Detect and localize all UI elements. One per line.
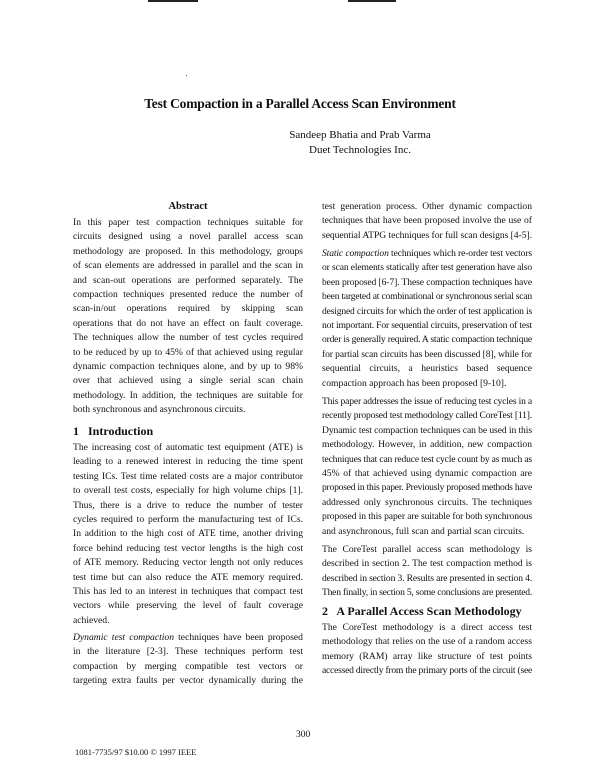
text-line: memory (RAM) array like structure of test points (322, 650, 532, 662)
page-number: 300 (296, 730, 311, 740)
text-line: recently proposed test methodology called CoreTest [11]. (322, 410, 532, 422)
text-line: compaction by merging compatible test vectors or (73, 660, 303, 672)
intro-paragraph-2 (73, 631, 303, 689)
text-line: The techniques allow the number of test cycles required (73, 332, 303, 344)
text-line: described in section 3. Results are presented in section 4. (322, 572, 532, 584)
text-line: accessed directly from the primary ports of the circuit (see (322, 665, 532, 677)
text-line: sequential circuits, a heuristics based sequence (322, 363, 532, 375)
section-2-heading: 2 A Parallel Access Scan Methodology (322, 604, 522, 618)
text-line: for partial scan circuits has been discussed [8], while for (322, 348, 532, 360)
top-rule-left (148, 0, 198, 2)
text-line: dynamic compaction techniques alone, and by up to 98% (73, 360, 303, 372)
text-line: In addition to the high cost of ATE time, another driving (73, 528, 303, 540)
abstract-heading: Abstract (168, 201, 208, 212)
text-line: The CoreTest parallel access scan methodology is (322, 544, 532, 555)
text-line: over that achieved using a single serial scan chain (73, 375, 303, 387)
text-line: described in section 2. The test compaction method is (322, 558, 532, 570)
intro-paragraph-3 (322, 247, 532, 391)
text-line: leading to a renewed interest in reducing the time spent (73, 456, 303, 468)
text-line: operations that do not have an effect on fault coverage. (73, 317, 303, 329)
text-line: compaction approach has been proposed [9-10]. (322, 377, 507, 389)
text-line (73, 631, 303, 645)
text-line: This paper addresses the issue of reducing test cycles in a (322, 396, 532, 407)
text-line: of scan elements are addressed in parallel and the scan in (73, 260, 303, 272)
text-line: designed circuits for which the order of test application is (322, 305, 532, 317)
text-line: been proposed [6-7]. These compaction techniques have (322, 276, 532, 288)
speck (186, 75, 187, 76)
text-line: 45% of that achieved using dynamic compaction are (322, 467, 532, 479)
text-line: testing ICs. Test time related costs are a major contributor (73, 470, 303, 482)
text-line: achieved. (73, 614, 110, 626)
text-line: methodology that relies on the use of a random access (322, 636, 532, 648)
intro-paragraph-2-continued (322, 200, 532, 243)
text-line-rest: techniques have been proposed (174, 632, 303, 643)
text-line: test time but can also reduce the ATE memory required. (73, 571, 303, 583)
paper-authors: Sandeep Bhatia and Prab Varma (289, 129, 431, 141)
text-line: both synchronous and asynchronous circuits. (73, 404, 246, 416)
text-line: The increasing cost of automatic test equipment (ATE) is (73, 442, 303, 453)
text-line: The CoreTest methodology is a direct access test (322, 622, 532, 633)
text-line: proposed in this paper. Previously proposed methods have (322, 482, 532, 494)
text-line: targeting extra faults per vector dynamically during the (73, 675, 303, 687)
text-line: and asynchronous, full scan and partial scan circuits. (322, 525, 525, 537)
text-line: or scan elements statically after test generation have also (322, 262, 532, 274)
text-line (322, 247, 532, 261)
text-line: force behind reducing test vector lengths is the high cost (73, 542, 303, 554)
paper-title: Test Compaction in a Parallel Access Scan Environment (144, 96, 456, 111)
text-line: techniques that can reduce test cycle count by as much as (322, 453, 532, 465)
text-line: cycles required to perform the manufacturing test of ICs. (73, 513, 303, 525)
text-line: in the literature [2-3]. These techniques perform test (73, 646, 303, 658)
text-line: order is generally required. A static compaction technique (322, 334, 532, 346)
text-line: scan-in/out operations required by skipping scan (73, 303, 303, 315)
section-2-paragraph-1 (322, 621, 532, 679)
text-line: of ATE memory. Reducing vector length not only reduces (73, 557, 303, 569)
intro-paragraph-5 (322, 543, 532, 601)
text-line: addressed only synchronous circuits. The techniques (322, 496, 532, 508)
text-line: and scan-out operations are performed separately. The (73, 274, 303, 286)
intro-paragraph-4 (322, 395, 532, 539)
text-line: to be reduced by up to 45% of that achieved using regular (73, 346, 303, 358)
text-line: methodology. In addition, the techniques are suitable for (73, 389, 303, 401)
text-line: been targeted at combinational or synchronous serial scan (322, 291, 532, 303)
text-line: circuits designed using a novel parallel access scan (73, 231, 303, 243)
text-line-rest: techniques which re-order test vectors (388, 248, 532, 259)
text-line: In this paper test compaction techniques suitable for (73, 217, 303, 228)
section-1-heading: 1 Introduction (73, 424, 154, 438)
text-line: Thus, there is a drive to reduce the number of tester (73, 499, 303, 511)
italic-term: Static compaction (322, 248, 389, 259)
text-line: This has led to an interest in techniques that compact test (73, 585, 303, 597)
intro-paragraph-1 (73, 441, 303, 628)
text-line: sequential ATPG techniques for full scan designs [4-5]. (322, 229, 532, 241)
italic-term: Dynamic test compaction (73, 632, 174, 643)
text-line: test generation process. Other dynamic compaction (322, 201, 532, 212)
text-line: Dynamic test compaction techniques can be used in this (322, 424, 532, 436)
text-line: Then finally, in section 5, some conclusions are presented. (322, 587, 532, 599)
top-rule-right (348, 0, 396, 2)
text-line: not important. For sequential circuits, preservation of test (322, 319, 532, 331)
text-line: techniques that have been proposed involve the use of (322, 215, 532, 227)
copyright-footer: 1081-7735/97 $10.00 © 1997 IEEE (75, 747, 197, 757)
text-line: methodology are proposed. In this methodology, groups (73, 245, 303, 257)
paper-affiliation: Duet Technologies Inc. (309, 144, 411, 156)
text-line: vectors while preserving the level of fault coverage (73, 600, 303, 612)
text-line: to overall test costs, especially for high volume chips [1]. (73, 485, 303, 497)
text-line: methodology. However, in addition, new compaction (322, 439, 532, 451)
abstract-paragraph (73, 216, 303, 417)
text-line: proposed in this paper are suitable for both synchronous (322, 511, 532, 523)
text-line: compaction techniques presented reduce the number of (73, 288, 303, 300)
